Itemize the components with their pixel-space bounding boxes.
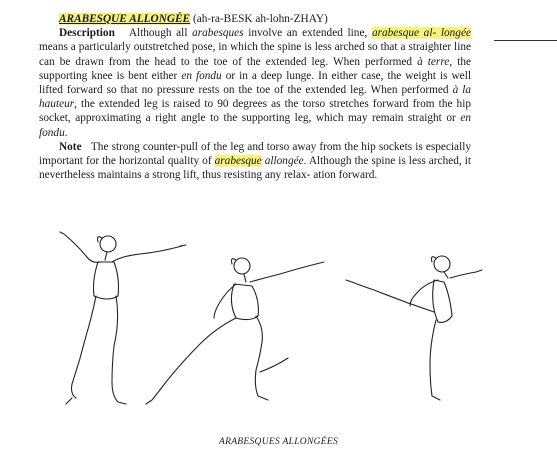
dictionary-entry [39,12,471,182]
text-run: or in a deep lunge. In either case, the weight is well lifted forward so that no pressure rests on the toe of the extended leg. When performed [39,69,471,97]
note-label: Note [59,140,82,153]
text-run: means a particularly outstretched pose, in which the spine is less arched so that a straighter line can be drawn from the head to the toe of the extended leg. When performed [39,41,471,68]
description-paragraph [39,26,471,140]
margin-rule [494,40,557,41]
dancer-a-la-hauteur [346,256,482,400]
text-run: involve an extended line, [243,27,372,40]
note-paragraph [39,140,471,183]
text-run: The strong counter-pull of the leg and torso away from the hip sockets is especially important for the horizontal quality of [39,140,472,168]
entry-header [39,12,471,26]
italic-run: à terre [417,55,450,68]
italic-run: allongée [264,155,304,168]
italic-run: en fondu [39,112,471,139]
text-run: , the supporting knee is bent either [39,55,471,82]
text-run: . Although the spine is less arched, it nevertheless maintains a strong lift, thus resisting any relax- ation forward. [39,155,472,182]
text-run: , the extended leg is raised to 90 degrees as the torso stretches forward from the hip socket, approximating a right angle to the supporting leg, which may remain straight or [39,98,471,125]
highlighted-term[interactable]: arabesque [214,155,262,168]
figure-caption: ARABESQUES ALLONGÉES [218,437,339,447]
text-run: . [64,126,68,139]
entry-term[interactable]: ARABESQUE ALLONGÉE [59,13,191,25]
italic-run: à la hauteur [39,84,471,111]
highlighted-term[interactable]: arabesque al- longée [371,27,471,40]
italic-run: arabesques [192,27,244,40]
italic-run: en fondu [181,69,222,82]
entry-pronunciation: (ah-ra-BESK ah-lohn-ZHAY) [192,13,328,25]
arabesque-illustrations [30,222,500,422]
dancer-en-fondu [60,232,186,404]
text-run: Although all [128,27,193,40]
dancer-deep-lunge [146,258,324,404]
description-label: Description [59,27,115,40]
